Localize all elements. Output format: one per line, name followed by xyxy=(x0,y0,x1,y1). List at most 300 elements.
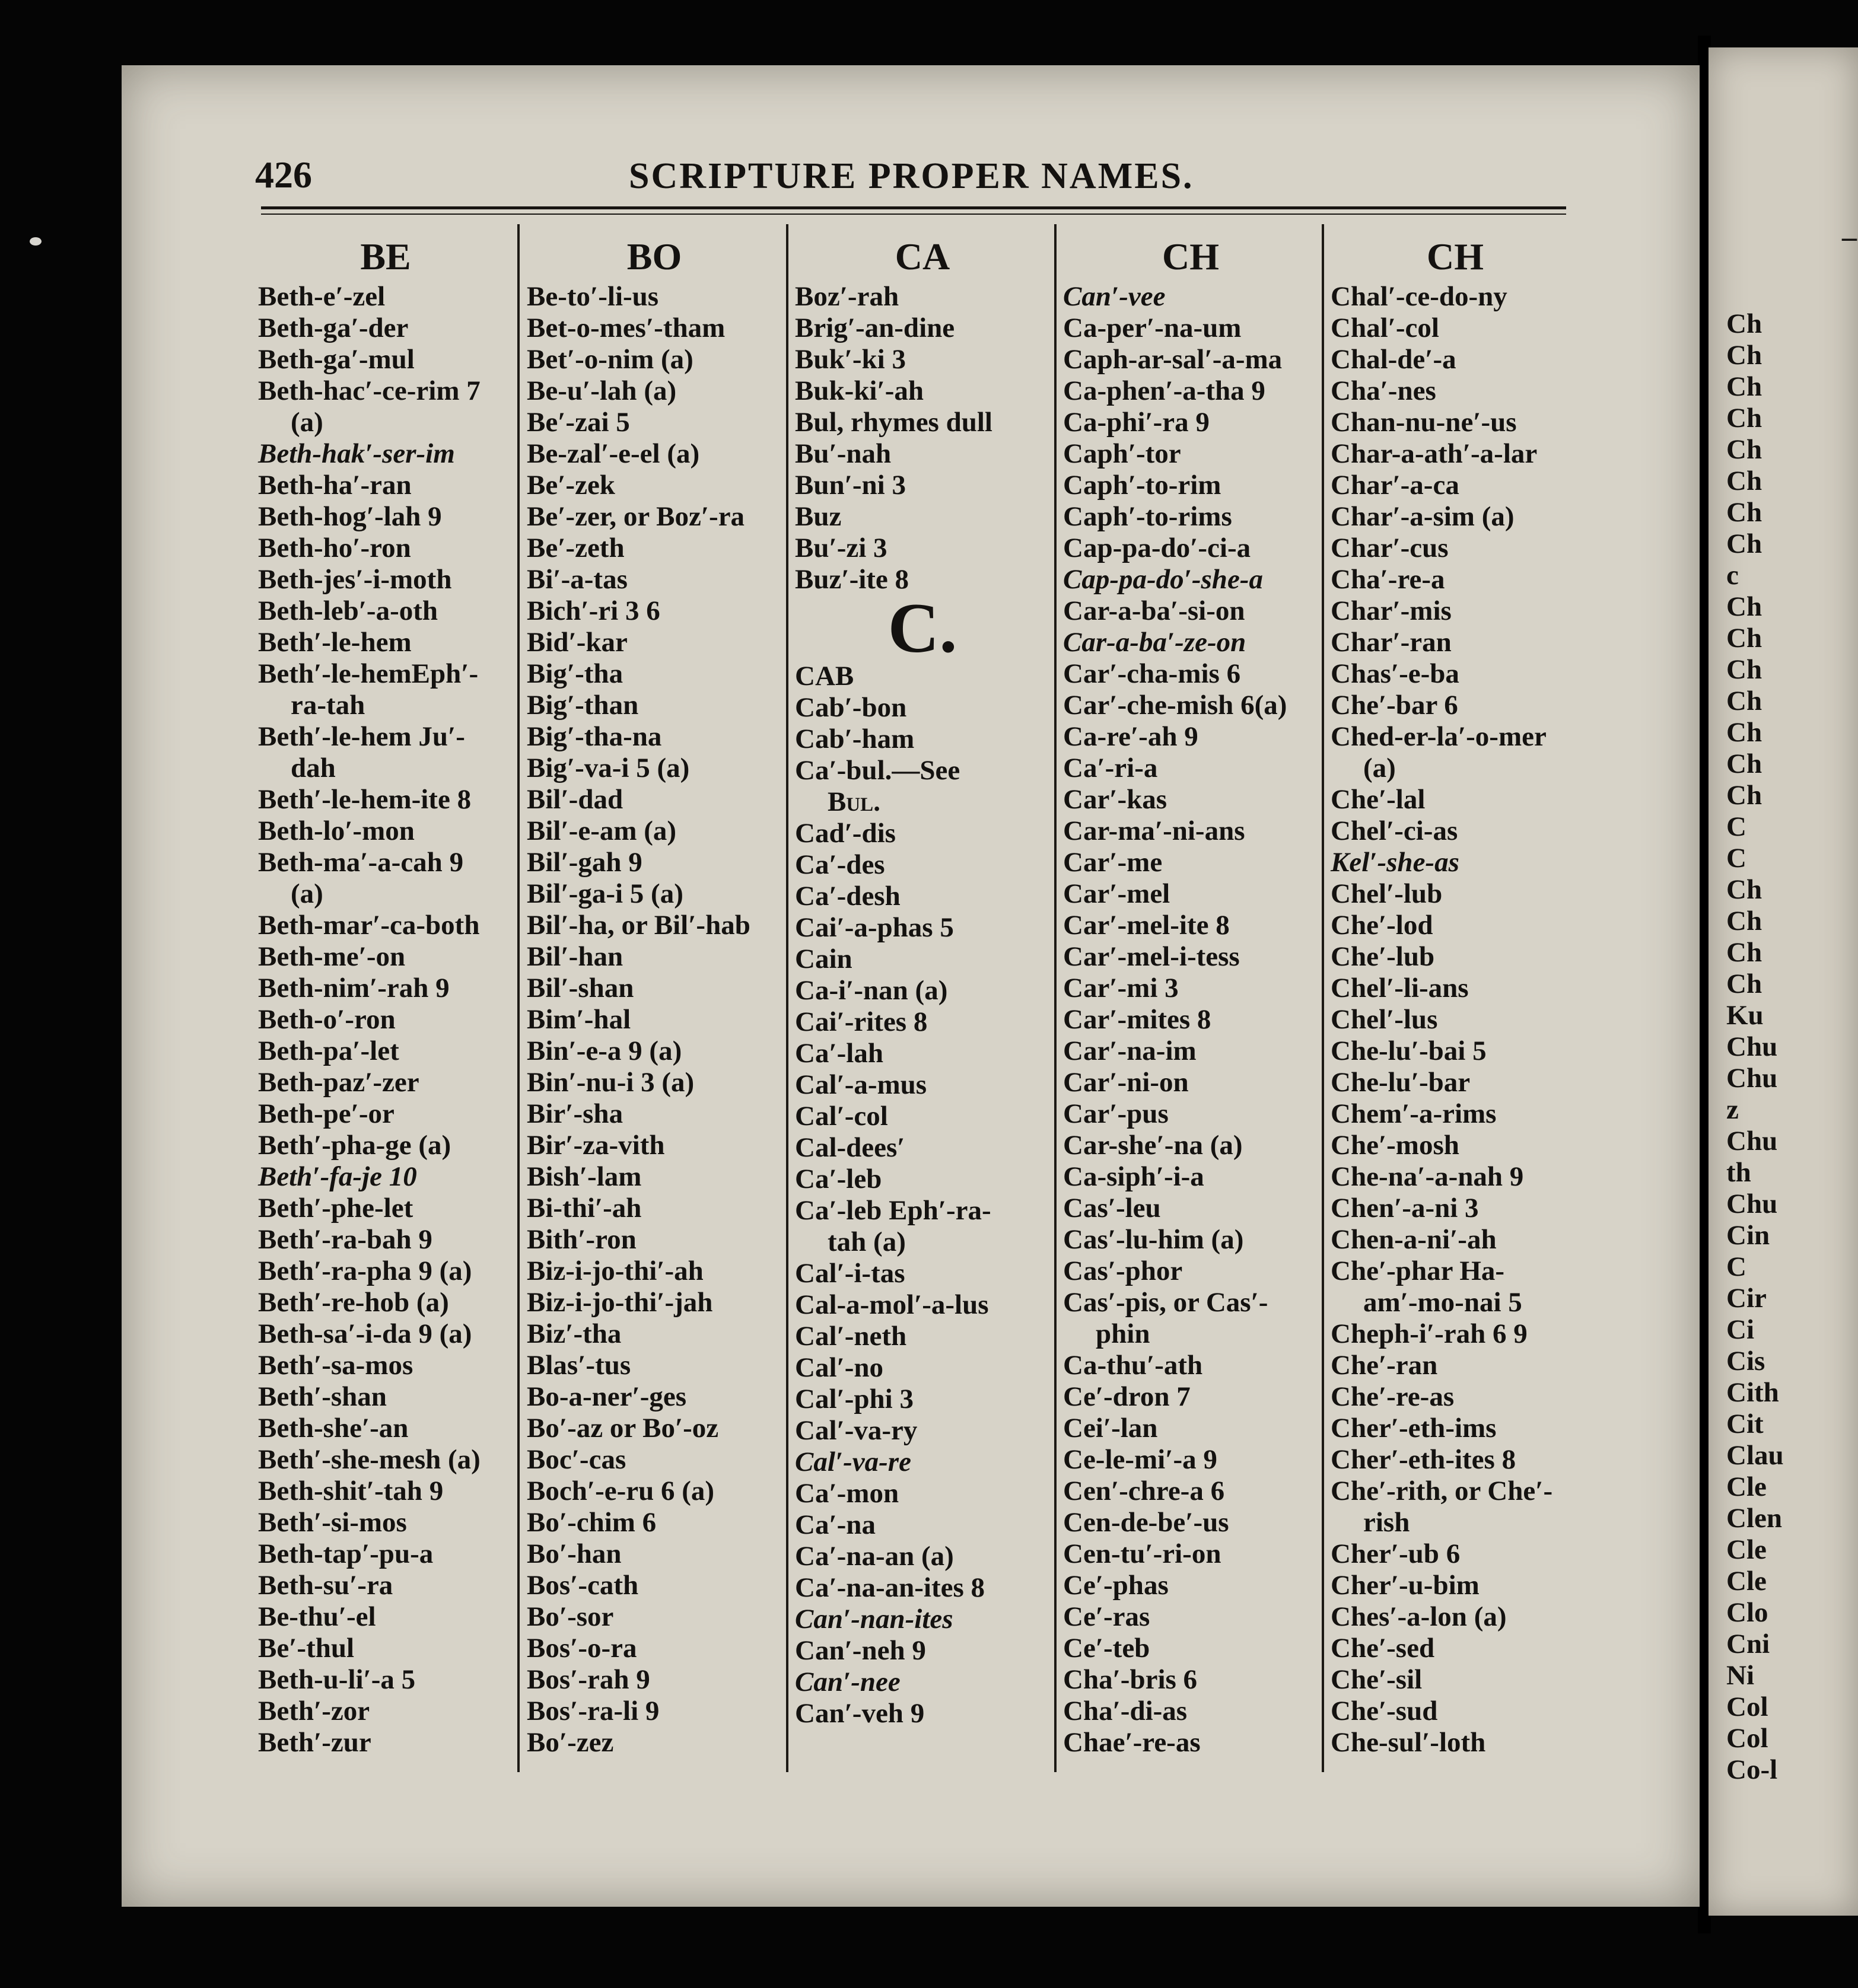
name-entry: Cal′-i-tas xyxy=(795,1258,905,1289)
name-entry: Beth′-pha-ge (a) xyxy=(258,1130,451,1161)
name-entry: Bo-a-ner′-ges xyxy=(527,1381,687,1412)
running-head-title: SCRIPTURE PROPER NAMES. xyxy=(629,156,1194,196)
scan-speck xyxy=(30,237,42,246)
name-entry: Bin′-e-a 9 (a) xyxy=(527,1036,682,1066)
name-entry: Chem′-a-rims xyxy=(1331,1098,1497,1129)
name-entry: Beth-sa′-i-da 9 (a) xyxy=(258,1318,472,1349)
fragment-entry: Ch xyxy=(1726,906,1762,936)
name-entry: Cal′-a-mus xyxy=(795,1069,927,1100)
name-entry: Chen′-a-ni 3 xyxy=(1331,1193,1479,1224)
name-entry: Cher′-u-bim xyxy=(1331,1570,1480,1601)
name-entry: Che′-re-as xyxy=(1331,1381,1455,1412)
name-entry: Cal-dees′ xyxy=(795,1132,905,1163)
name-entry: Beth′-ra-bah 9 xyxy=(258,1224,432,1255)
column-rule xyxy=(1322,224,1324,1772)
name-entry: Char′-cus xyxy=(1331,533,1449,563)
name-entry: Beth-hak′-ser-im xyxy=(258,438,455,469)
name-entry: Bil′-han xyxy=(527,941,623,972)
name-entry: Big′-tha-na xyxy=(527,721,662,752)
name-entry: Ca-siph′-i-a xyxy=(1063,1161,1204,1192)
fragment-entry: Col xyxy=(1726,1691,1768,1722)
name-entry: Can′-vee xyxy=(1063,281,1166,312)
name-entry: Biz-i-jo-thi′-ah xyxy=(527,1256,704,1286)
name-entry: Caph′-to-rim xyxy=(1063,470,1221,501)
name-entry: Ched-er-la′-o-mer xyxy=(1331,721,1547,752)
fragment-entry: Ku xyxy=(1726,1000,1764,1031)
name-entry: Ca-re′-ah 9 xyxy=(1063,721,1198,752)
fragment-entry: th xyxy=(1726,1157,1751,1188)
name-entry: Biz′-tha xyxy=(527,1318,622,1349)
name-entry: Chae′-re-as xyxy=(1063,1727,1201,1758)
name-entry: Bi-thi′-ah xyxy=(527,1193,642,1224)
fragment-entry: Ch xyxy=(1726,874,1762,905)
name-entry: Be′-zeth xyxy=(527,533,625,563)
name-entry: Caph′-to-rims xyxy=(1063,501,1232,532)
name-entry: Car′-cha-mis 6 xyxy=(1063,658,1241,689)
name-entry: Ches′-a-lon (a) xyxy=(1331,1601,1507,1632)
fragment-entry: Ch xyxy=(1726,686,1762,716)
name-entry: Beth′-si-mos xyxy=(258,1507,407,1538)
fragment-entry: Ch xyxy=(1726,780,1762,811)
name-entry: Bir′-sha xyxy=(527,1098,623,1129)
fragment-entry: Cit xyxy=(1726,1409,1764,1439)
column-heading: CA xyxy=(895,235,950,278)
name-entry: Cal′-va-ry xyxy=(795,1415,918,1446)
fragment-entry: Cle xyxy=(1726,1566,1767,1597)
name-entry: Bet′-o-nim (a) xyxy=(527,344,693,375)
name-entry: Buz′-ite 8 xyxy=(795,564,909,595)
fragment-entry: Ch xyxy=(1726,528,1762,559)
name-entry: Che′-ran xyxy=(1331,1350,1438,1381)
name-entry: Bim′-hal xyxy=(527,1004,631,1035)
name-entry: Bith′-ron xyxy=(527,1224,637,1255)
fragment-entry: C xyxy=(1726,843,1746,874)
name-entry: (a) xyxy=(291,878,323,909)
name-entry: Cai′-rites 8 xyxy=(795,1006,928,1037)
name-entry: Cas′-lu-him (a) xyxy=(1063,1224,1244,1255)
name-entry: Chel′-li-ans xyxy=(1331,973,1469,1003)
name-entry: Char′-a-sim (a) xyxy=(1331,501,1515,532)
name-entry: Cen′-chre-a 6 xyxy=(1063,1476,1225,1506)
name-entry: Beth-shit′-tah 9 xyxy=(258,1476,444,1506)
name-entry: Ca′-des xyxy=(795,849,885,880)
entry-list xyxy=(795,281,1050,1729)
name-entry: Ca-phen′-a-tha 9 xyxy=(1063,375,1265,406)
name-entry: Cheph-i′-rah 6 9 xyxy=(1331,1318,1528,1349)
name-entry: Che′-lod xyxy=(1331,910,1433,941)
fragment-entry: Cith xyxy=(1726,1377,1779,1408)
name-entry: Beth-tap′-pu-a xyxy=(258,1538,434,1569)
name-entry: Ca′-leb Eph′-ra- xyxy=(795,1195,991,1226)
name-entry: Cal′-neth xyxy=(795,1321,907,1352)
name-entry: Beth-pa′-let xyxy=(258,1036,399,1066)
column-ca xyxy=(795,232,1050,1729)
name-entry: Bil′-shan xyxy=(527,973,634,1003)
name-entry: Beth-leb′-a-oth xyxy=(258,595,438,626)
fragment-entry: Cle xyxy=(1726,1471,1767,1502)
name-entry: Car-she′-na (a) xyxy=(1063,1130,1243,1161)
header-rule-thin xyxy=(261,214,1566,215)
header-rule xyxy=(261,206,1566,209)
name-entry: Cap-pa-do′-she-a xyxy=(1063,564,1263,595)
name-entry: Ca′-mon xyxy=(795,1478,899,1509)
name-entry: Bil′-ga-i 5 (a) xyxy=(527,878,683,909)
name-entry: Cher′-eth-ites 8 xyxy=(1331,1444,1516,1475)
name-entry: Cal′-no xyxy=(795,1352,884,1383)
name-entry: Chas′-e-ba xyxy=(1331,658,1459,689)
next-page-edge xyxy=(1709,47,1858,1916)
name-entry: Chel′-ci-as xyxy=(1331,815,1458,846)
fragment-entry: Ch xyxy=(1726,623,1762,654)
column-heading: CH xyxy=(1427,235,1484,278)
name-entry: Char-a-ath′-a-lar xyxy=(1331,438,1538,469)
fragment-entry: Clen xyxy=(1726,1503,1782,1534)
name-entry: Car-ma′-ni-ans xyxy=(1063,815,1245,846)
name-entry: Bo′-zez xyxy=(527,1727,614,1758)
name-entry: Cha′-bris 6 xyxy=(1063,1664,1198,1695)
name-entry: Beth-me′-on xyxy=(258,941,406,972)
name-entry: Ce′-dron 7 xyxy=(1063,1381,1191,1412)
name-entry: Kel′-she-as xyxy=(1331,847,1459,878)
name-entry: Che-na′-a-nah 9 xyxy=(1331,1161,1524,1192)
fragment-entry: Col xyxy=(1726,1723,1768,1754)
name-entry: Che′-sud xyxy=(1331,1696,1438,1726)
name-entry: Ca-i′-nan (a) xyxy=(795,975,948,1006)
fragment-entry: Cis xyxy=(1726,1346,1765,1377)
name-entry: Beth′-le-hem-ite 8 xyxy=(258,784,472,815)
fragment-entry: Cir xyxy=(1726,1283,1767,1314)
name-entry: Boz′-rah xyxy=(795,281,899,312)
name-entry: Bu′-nah xyxy=(795,438,892,469)
name-entry: Cha′-re-a xyxy=(1331,564,1445,595)
name-entry: Beth′-ra-pha 9 (a) xyxy=(258,1256,472,1286)
name-entry: Cain xyxy=(795,944,852,974)
name-entry: Car-a-ba′-ze-on xyxy=(1063,627,1246,658)
name-entry: Bir′-za-vith xyxy=(527,1130,665,1161)
fragment-entry: Ch xyxy=(1726,654,1762,685)
name-entry: Cal-a-mol′-a-lus xyxy=(795,1289,989,1320)
column-heading: CH xyxy=(1162,235,1219,278)
name-entry: Beth′-le-hem Ju′- xyxy=(258,721,465,752)
name-entry: Beth′-zor xyxy=(258,1696,370,1726)
fragment-entry: Clau xyxy=(1726,1440,1784,1471)
fragment-entry: Co-l xyxy=(1726,1754,1778,1785)
name-entry: Bich′-ri 3 6 xyxy=(527,595,660,626)
fragment-entry: Cle xyxy=(1726,1534,1767,1565)
name-entry: (a) xyxy=(1363,753,1396,783)
name-entry: Ca′-bul.—See xyxy=(795,755,960,786)
name-entry: Bo′-az or Bo′-oz xyxy=(527,1413,719,1444)
fragment-entry: Ni xyxy=(1726,1660,1754,1691)
name-entry: Che′-sil xyxy=(1331,1664,1423,1695)
name-entry: Chen-a-ni′-ah xyxy=(1331,1224,1497,1255)
name-entry: Che′-mosh xyxy=(1331,1130,1459,1161)
fragment-entry: Ch xyxy=(1726,591,1762,622)
name-entry: Chan-nu-ne′-us xyxy=(1331,407,1517,438)
name-entry: Be′-zer, or Boz′-ra xyxy=(527,501,745,532)
column-ch-1 xyxy=(1063,232,1318,1758)
entry-list xyxy=(1063,281,1318,1758)
name-entry: Cab′-bon xyxy=(795,692,907,723)
fragment-entry: Chu xyxy=(1726,1126,1778,1157)
name-entry: Beth-lo′-mon xyxy=(258,815,415,846)
name-entry: Ca′-na-an (a) xyxy=(795,1541,954,1572)
fragment-entry: Chu xyxy=(1726,1189,1778,1219)
name-entry: Beth-ga′-mul xyxy=(258,344,415,375)
fragment-entry: Ch xyxy=(1726,466,1762,496)
name-entry: Cen-de-be′-us xyxy=(1063,1507,1229,1538)
name-entry: Car-a-ba′-si-on xyxy=(1063,595,1245,626)
fragment-entry: Ch xyxy=(1726,308,1762,339)
name-entry: Can′-veh 9 xyxy=(795,1698,925,1729)
fragment-entry: z xyxy=(1726,1094,1739,1125)
name-entry: Boch′-e-ru 6 (a) xyxy=(527,1476,715,1506)
fragment-entry: Chu xyxy=(1726,1031,1778,1062)
name-entry: Cap-pa-do′-ci-a xyxy=(1063,533,1251,563)
name-entry: Beth′-le-hemEph′- xyxy=(258,658,479,689)
name-entry: Ca′-desh xyxy=(795,881,901,912)
name-entry: Cher′-ub 6 xyxy=(1331,1538,1461,1569)
name-entry: Bish′-lam xyxy=(527,1161,642,1192)
name-entry: Boc′-cas xyxy=(527,1444,626,1475)
fragment-entry: c xyxy=(1726,560,1739,591)
name-entry: Cei′-lan xyxy=(1063,1413,1158,1444)
name-entry: Beth-ma′-a-cah 9 xyxy=(258,847,464,878)
column-heading: BE xyxy=(360,235,411,278)
name-entry: Beth′-she-mesh (a) xyxy=(258,1444,481,1475)
name-entry: Cha′-nes xyxy=(1331,375,1436,406)
fragment-entry: Ch xyxy=(1726,497,1762,528)
name-entry: dah xyxy=(291,753,336,783)
name-entry: Be-thu′-el xyxy=(258,1601,376,1632)
name-entry: Ca′-lah xyxy=(795,1038,884,1069)
name-entry: Ca′-leb xyxy=(795,1164,882,1194)
name-entry: Bil′-ha, or Bil′-hab xyxy=(527,910,750,941)
name-entry: Beth′-phe-let xyxy=(258,1193,413,1224)
name-entry: Beth′-shan xyxy=(258,1381,387,1412)
name-entry: Car′-na-im xyxy=(1063,1036,1197,1066)
fragment-entry: C xyxy=(1726,811,1746,842)
name-entry: Big′-va-i 5 (a) xyxy=(527,753,690,783)
name-entry: Cas′-leu xyxy=(1063,1193,1161,1224)
name-entry: Che′-sed xyxy=(1331,1633,1435,1664)
name-entry: Car′-mites 8 xyxy=(1063,1004,1211,1035)
name-entry: Cal′-phi 3 xyxy=(795,1384,914,1414)
name-entry: Ce′-phas xyxy=(1063,1570,1169,1601)
name-entry: Beth′-fa-je 10 xyxy=(258,1161,417,1192)
fragment-entry: Ci xyxy=(1726,1314,1754,1345)
name-entry: Car′-mi 3 xyxy=(1063,973,1179,1003)
name-entry: Bet-o-mes′-tham xyxy=(527,313,726,343)
name-entry: Car′-mel xyxy=(1063,878,1170,909)
name-entry: Beth-u-li′-a 5 xyxy=(258,1664,416,1695)
name-entry: Be′-thul xyxy=(258,1633,355,1664)
name-entry: (a) xyxy=(291,407,323,438)
column-rule xyxy=(1054,224,1057,1772)
name-entry: Bo′-chim 6 xyxy=(527,1507,657,1538)
name-entry: Chal-de′-a xyxy=(1331,344,1456,375)
fragment-entry: Chu xyxy=(1726,1063,1778,1094)
column-rule xyxy=(786,224,788,1772)
fragment-entry: Ch xyxy=(1726,717,1762,748)
name-entry: Be-zal′-e-el (a) xyxy=(527,438,700,469)
name-entry: Cal′-va-re xyxy=(795,1447,911,1477)
name-entry: Bos′-o-ra xyxy=(527,1633,637,1664)
name-entry: Caph-ar-sal′-a-ma xyxy=(1063,344,1283,375)
name-entry: Bul, rhymes dull xyxy=(795,407,992,438)
next-page-fragment-list xyxy=(1726,308,1784,1786)
name-entry: Bos′-ra-li 9 xyxy=(527,1696,660,1726)
name-entry: Chel′-lus xyxy=(1331,1004,1438,1035)
name-entry: Car′-kas xyxy=(1063,784,1167,815)
column-heading: BO xyxy=(626,235,682,278)
name-entry: Che′-lub xyxy=(1331,941,1435,972)
fragment-entry: Ch xyxy=(1726,403,1762,434)
name-entry: Cal′-col xyxy=(795,1101,888,1132)
name-entry: Beth′-sa-mos xyxy=(258,1350,413,1381)
name-entry: Bi′-a-tas xyxy=(527,564,628,595)
next-page-header-dash: – xyxy=(1842,220,1857,253)
name-entry: Big′-than xyxy=(527,690,639,721)
name-entry: Ca-thu′-ath xyxy=(1063,1350,1203,1381)
name-entry: Car′-me xyxy=(1063,847,1163,878)
name-entry: Beth-hac′-ce-rim 7 xyxy=(258,375,481,406)
name-entry: Cen-tu′-ri-on xyxy=(1063,1538,1221,1569)
name-entry: Car′-mel-i-tess xyxy=(1063,941,1240,972)
name-entry: Cas′-phor xyxy=(1063,1256,1183,1286)
section-letter: C. xyxy=(887,588,957,667)
name-entry: Beth-ho′-ron xyxy=(258,533,411,563)
name-entry: Beth-ha′-ran xyxy=(258,470,412,501)
fragment-entry: Cni xyxy=(1726,1629,1770,1659)
name-entry: Biz-i-jo-thi′-jah xyxy=(527,1287,713,1318)
name-entry: Car′-pus xyxy=(1063,1098,1169,1129)
page-number: 426 xyxy=(255,154,312,196)
name-entry: Big′-tha xyxy=(527,658,623,689)
name-entry: Chel′-lub xyxy=(1331,878,1443,909)
name-entry: Car′-che-mish 6(a) xyxy=(1063,690,1287,721)
fragment-entry: Ch xyxy=(1726,434,1762,465)
name-entry: Beth′-zur xyxy=(258,1727,371,1758)
name-entry: Chal′-col xyxy=(1331,313,1439,343)
name-entry: Cha′-di-as xyxy=(1063,1696,1188,1726)
name-entry: Bos′-rah 9 xyxy=(527,1664,650,1695)
name-entry: Bin′-nu-i 3 (a) xyxy=(527,1067,695,1098)
fragment-entry: Clo xyxy=(1726,1597,1768,1628)
name-entry: Che′-lal xyxy=(1331,784,1426,815)
name-entry: Be′-zai 5 xyxy=(527,407,630,438)
name-entry: am′-mo-nai 5 xyxy=(1363,1287,1522,1318)
name-entry: Car′-ni-on xyxy=(1063,1067,1189,1098)
fragment-entry: Ch xyxy=(1726,371,1762,402)
name-entry: Cas′-pis, or Cas′- xyxy=(1063,1287,1268,1318)
name-entry: Cad′-dis xyxy=(795,818,896,849)
name-entry: Cab′-ham xyxy=(795,724,915,754)
column-be xyxy=(258,232,513,1758)
name-entry: Brig′-an-dine xyxy=(795,313,955,343)
name-entry: Bil′-dad xyxy=(527,784,623,815)
name-entry: Char′-mis xyxy=(1331,595,1452,626)
name-entry: Char′-ran xyxy=(1331,627,1452,658)
name-entry: Be′-zek xyxy=(527,470,615,501)
name-entry: Bil′-e-am (a) xyxy=(527,815,677,846)
name-entry: Bo′-han xyxy=(527,1538,622,1569)
name-entry: Cher′-eth-ims xyxy=(1331,1413,1497,1444)
name-entry: Beth-hog′-lah 9 xyxy=(258,501,442,532)
name-entry: Buz xyxy=(795,501,842,532)
name-entry: Beth′-le-hem xyxy=(258,627,412,658)
name-entry: Can′-nee xyxy=(795,1667,901,1697)
name-entry: Can′-neh 9 xyxy=(795,1635,926,1666)
name-entry: Ca′-ri-a xyxy=(1063,753,1158,783)
entry-list xyxy=(1331,281,1580,1758)
entry-list xyxy=(258,281,513,1758)
name-entry: Beth-ga′-der xyxy=(258,313,409,343)
name-entry: Bul. xyxy=(828,786,880,817)
name-entry: Buk′-ki 3 xyxy=(795,344,906,375)
name-entry: rish xyxy=(1363,1507,1410,1538)
column-ch-2 xyxy=(1331,232,1580,1758)
name-entry: Blas′-tus xyxy=(527,1350,631,1381)
name-entry: Ca′-na-an-ites 8 xyxy=(795,1572,985,1603)
fragment-entry: C xyxy=(1726,1251,1746,1282)
name-entry: Beth-pe′-or xyxy=(258,1098,394,1129)
name-entry: Char′-a-ca xyxy=(1331,470,1459,501)
name-entry: Ca′-na xyxy=(795,1509,876,1540)
name-entry: tah (a) xyxy=(828,1226,906,1257)
name-entry: Be-to′-li-us xyxy=(527,281,659,312)
fragment-entry: Ch xyxy=(1726,340,1762,371)
name-entry: Beth-she′-an xyxy=(258,1413,409,1444)
name-entry: Beth-nim′-rah 9 xyxy=(258,973,450,1003)
name-entry: Bos′-cath xyxy=(527,1570,639,1601)
fragment-entry: Ch xyxy=(1726,968,1762,999)
name-entry: Che′-phar Ha- xyxy=(1331,1256,1505,1286)
name-entry: Beth-o′-ron xyxy=(258,1004,396,1035)
name-entry: Be-u′-lah (a) xyxy=(527,375,677,406)
name-entry: Che′-rith, or Che′- xyxy=(1331,1476,1553,1506)
name-entry: Che-lu′-bai 5 xyxy=(1331,1036,1487,1066)
fragment-entry: Cin xyxy=(1726,1220,1770,1251)
name-entry: Ce-le-mi′-a 9 xyxy=(1063,1444,1217,1475)
name-entry: ra-tah xyxy=(291,690,365,721)
name-entry: Bu′-zi 3 xyxy=(795,533,887,563)
fragment-entry: Ch xyxy=(1726,748,1762,779)
name-entry: Che-sul′-loth xyxy=(1331,1727,1486,1758)
name-entry: Beth-su′-ra xyxy=(258,1570,393,1601)
name-entry: phin xyxy=(1096,1318,1150,1349)
name-entry: Bo′-sor xyxy=(527,1601,614,1632)
name-entry: Caph′-tor xyxy=(1063,438,1181,469)
name-entry: Cai′-a-phas 5 xyxy=(795,912,954,943)
column-rule xyxy=(517,224,520,1772)
name-entry: Che′-bar 6 xyxy=(1331,690,1458,721)
name-entry: Buk-ki′-ah xyxy=(795,375,924,406)
name-entry: Beth-paz′-zer xyxy=(258,1067,419,1098)
name-entry: Beth′-re-hob (a) xyxy=(258,1287,449,1318)
name-entry: Beth-jes′-i-moth xyxy=(258,564,452,595)
name-entry: Beth-e′-zel xyxy=(258,281,386,312)
fragment-entry: Ch xyxy=(1726,937,1762,968)
name-entry: Che-lu′-bar xyxy=(1331,1067,1471,1098)
entry-list xyxy=(527,281,782,1758)
name-entry: Chal′-ce-do-ny xyxy=(1331,281,1507,312)
name-entry: Bil′-gah 9 xyxy=(527,847,642,878)
name-entry: Can′-nan-ites xyxy=(795,1604,953,1635)
name-entry: Beth-mar′-ca-both xyxy=(258,910,480,941)
name-entry: Ce′-teb xyxy=(1063,1633,1150,1664)
column-bo xyxy=(527,232,782,1758)
